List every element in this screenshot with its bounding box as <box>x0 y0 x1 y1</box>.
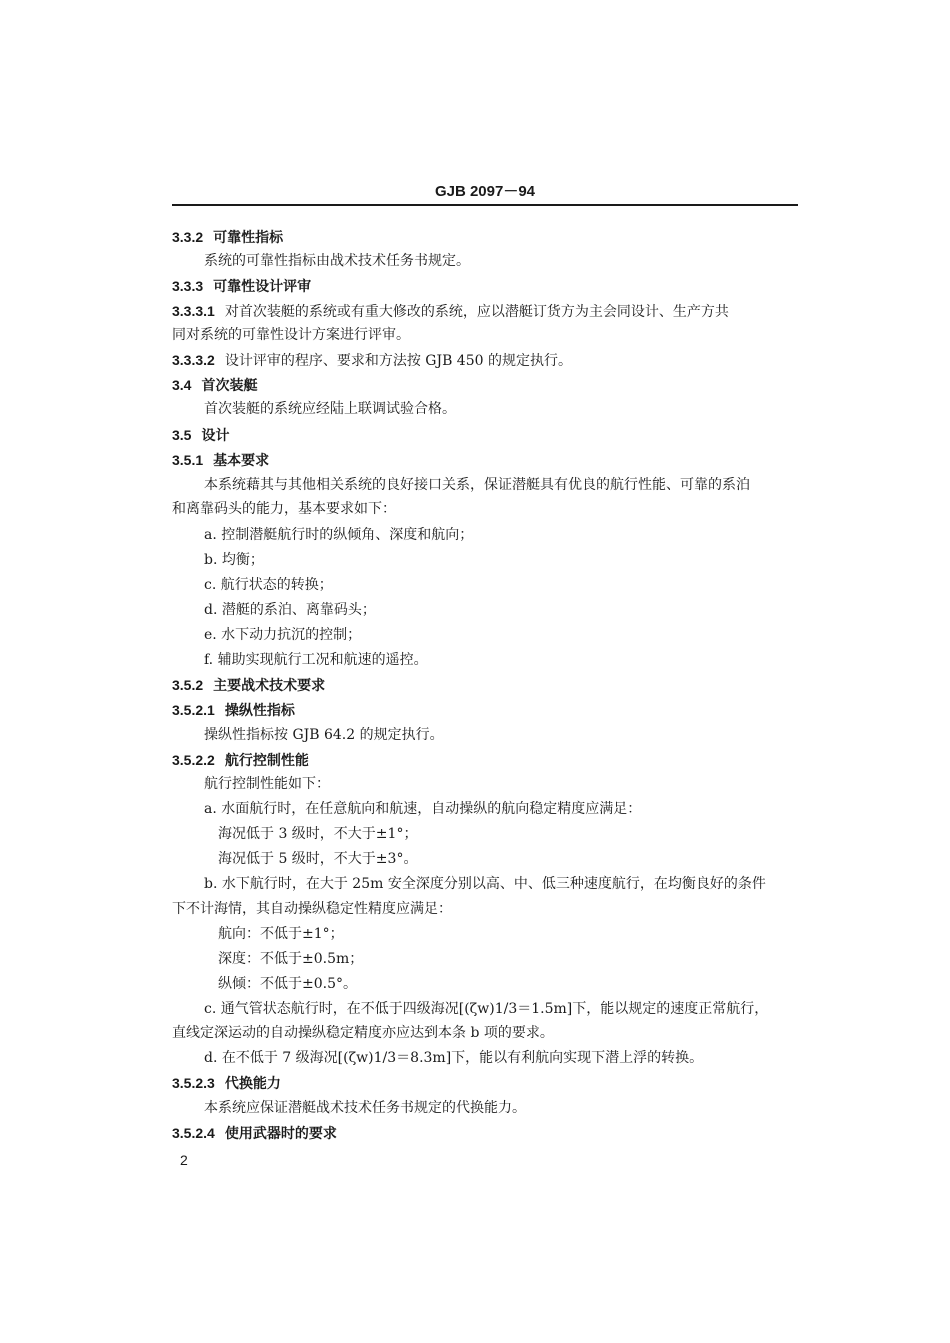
sub-item: 深度：不低于±0.5m； <box>218 951 364 967</box>
list-item: c. 航行状态的转换； <box>204 577 333 593</box>
section-heading-3-5-2-4 <box>172 1124 798 1143</box>
section-number: 3.5.2.1 <box>172 702 215 718</box>
paragraph-line: 本系统藉其与其他相关系统的良好接口关系，保证潜艇具有优良的航行性能、可靠的系泊 <box>204 477 750 493</box>
section-heading-3-5-2 <box>172 676 798 695</box>
sub-item: 海况低于 3 级时，不大于±1°； <box>218 826 418 842</box>
section-title: 航行控制性能 <box>224 753 309 769</box>
paragraph: 首次装艇的系统应经陆上联调试验合格。 <box>204 401 456 417</box>
sub-item: 纵倾：不低于±0.5°。 <box>218 976 357 992</box>
list-item: e. 水下动力抗沉的控制； <box>204 627 362 643</box>
section-number: 3.5.2 <box>172 677 204 693</box>
sub-item: 航向：不低于±1°； <box>218 926 344 942</box>
page-number: 2 <box>180 1152 188 1168</box>
section-heading-3-5-1 <box>172 451 798 470</box>
section-title: 主要战术技术要求 <box>213 678 326 694</box>
list-item: d. 潜艇的系泊、离靠码头； <box>204 602 376 618</box>
paragraph: 本系统应保证潜艇战术技术任务书规定的代换能力。 <box>204 1100 526 1116</box>
paragraph-line: 下不计海情，其自动操纵稳定性精度应满足： <box>172 901 452 917</box>
paragraph-line: 直线定深运动的自动操纵稳定精度亦应达到本条 b 项的要求。 <box>172 1025 554 1041</box>
paragraph-line: 设计评审的程序、要求和方法按 GJB 450 的规定执行。 <box>224 353 572 369</box>
list-item: c. 通气管状态航行时，在不低于四级海况[(ζw)1/3＝1.5m]下，能以规定的速度正常航行， <box>204 1001 769 1017</box>
list-item: b. 均衡； <box>204 552 264 568</box>
section-number: 3.3.3.1 <box>172 303 215 319</box>
section-number: 3.5.2.2 <box>172 752 215 768</box>
doc-header-code: GJB 2097－94 <box>434 183 536 200</box>
section-title: 使用武器时的要求 <box>224 1126 337 1142</box>
list-item: a. 控制潜艇航行时的纵倾角、深度和航向； <box>204 527 474 543</box>
section-number: 3.3.3.2 <box>172 352 215 368</box>
section-title: 可靠性设计评审 <box>213 279 312 295</box>
section-number: 3.5.2.3 <box>172 1075 215 1091</box>
list-item: a. 水面航行时，在任意航向和航速，自动操纵的航向稳定精度应满足： <box>204 801 642 817</box>
section-heading-3-5-2-3 <box>172 1074 798 1093</box>
section-number: 3.3.3 <box>172 278 204 294</box>
sub-item: 海况低于 5 级时，不大于±3°。 <box>218 851 418 867</box>
section-3-3-3-2 <box>172 351 798 370</box>
section-title: 可靠性指标 <box>213 230 284 246</box>
section-number: 3.5.2.4 <box>172 1125 215 1141</box>
section-title: 代换能力 <box>224 1076 281 1092</box>
list-item: d. 在不低于 7 级海况[(ζw)1/3＝8.3m]下，能以有利航向实现下潜上浮的转换。 <box>204 1050 704 1066</box>
paragraph-line: 对首次装艇的系统或有重大修改的系统，应以潜艇订货方为主会同设计、生产方共 <box>224 304 729 320</box>
list-item: b. 水下航行时，在大于 25m 安全深度分别以高、中、低三种速度航行，在均衡良好的条件 <box>204 876 766 892</box>
section-heading-3-3-2 <box>172 228 798 247</box>
section-heading-3-3-3 <box>172 277 798 296</box>
paragraph: 航行控制性能如下： <box>204 776 330 792</box>
list-item: f. 辅助实现航行工况和航速的遥控。 <box>204 652 428 668</box>
section-number: 3.5 <box>172 427 192 443</box>
section-title: 设计 <box>201 428 230 444</box>
section-heading-3-5-2-2 <box>172 751 798 770</box>
section-number: 3.3.2 <box>172 229 204 245</box>
section-title: 操纵性指标 <box>224 703 295 719</box>
paragraph: 系统的可靠性指标由战术技术任务书规定。 <box>204 253 470 269</box>
header-rule <box>172 204 798 206</box>
section-heading-3-4 <box>172 376 798 395</box>
paragraph: 操纵性指标按 GJB 64.2 的规定执行。 <box>204 727 444 743</box>
section-number: 3.4 <box>172 377 192 393</box>
section-heading-3-5-2-1 <box>172 701 798 720</box>
section-3-3-3-1 <box>172 302 798 321</box>
section-title: 基本要求 <box>213 453 270 469</box>
section-title: 首次装艇 <box>201 378 258 394</box>
section-number: 3.5.1 <box>172 452 204 468</box>
section-heading-3-5 <box>172 426 798 445</box>
paragraph-line: 同对系统的可靠性设计方案进行评审。 <box>172 327 410 343</box>
paragraph-line: 和离靠码头的能力，基本要求如下： <box>172 501 396 517</box>
